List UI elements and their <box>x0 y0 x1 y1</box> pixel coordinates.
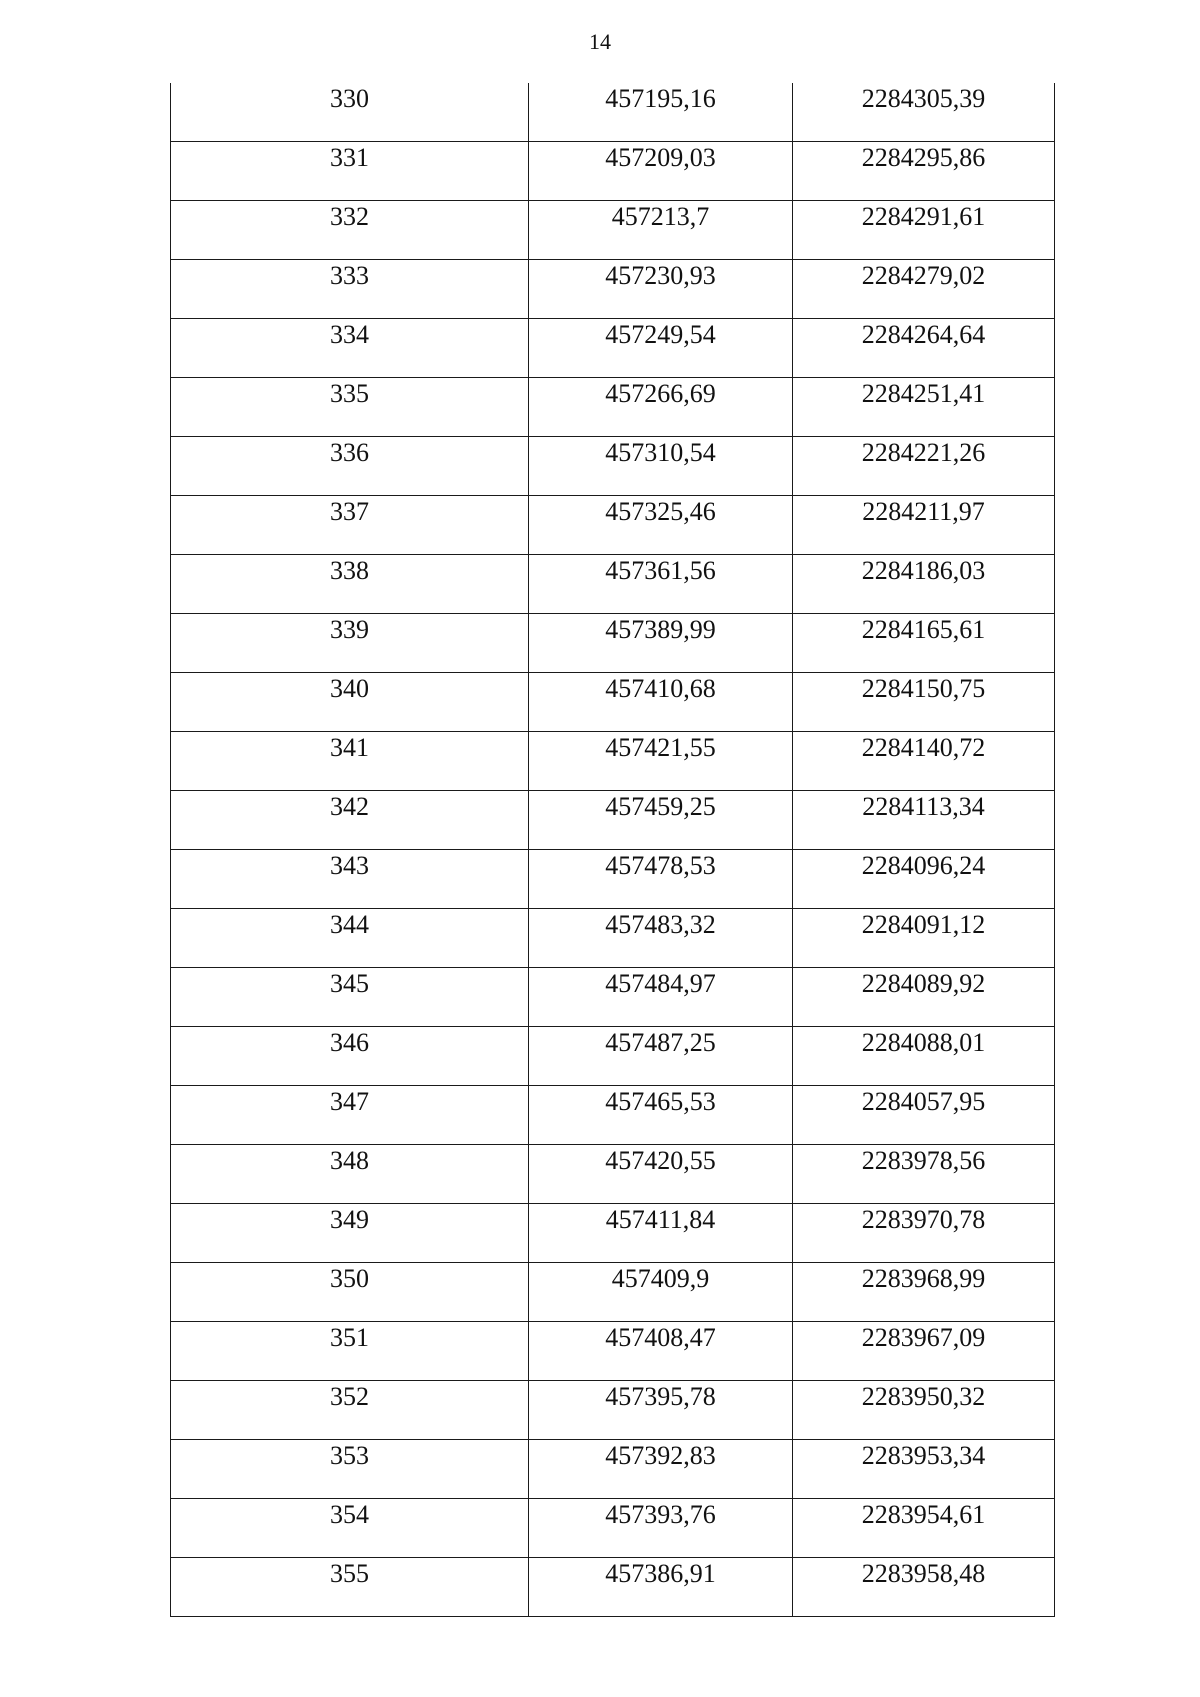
point-number-value: 347 <box>330 1087 369 1116</box>
y-coordinate-cell <box>793 83 1055 142</box>
point-number-cell <box>171 83 529 142</box>
y-coordinate-value: 2284279,02 <box>861 261 986 290</box>
y-coordinate-cell <box>793 1263 1055 1322</box>
point-number-cell <box>171 555 529 614</box>
x-coordinate-value: 457408,47 <box>605 1323 716 1352</box>
point-number-value: 338 <box>330 556 369 585</box>
x-coordinate-value: 457230,93 <box>605 261 716 290</box>
y-coordinate-value: 2283978,56 <box>861 1146 986 1175</box>
y-coordinate-value: 2284088,01 <box>861 1028 986 1057</box>
y-coordinate-value: 2284295,86 <box>861 143 986 172</box>
y-coordinate-cell <box>793 909 1055 968</box>
point-number-value: 349 <box>330 1205 369 1234</box>
y-coordinate-cell <box>793 1027 1055 1086</box>
point-number-cell <box>171 909 529 968</box>
y-coordinate-cell <box>793 1499 1055 1558</box>
point-number-cell <box>171 1145 529 1204</box>
y-coordinate-cell <box>793 1558 1055 1617</box>
x-coordinate-value: 457392,83 <box>605 1441 716 1470</box>
table-row <box>171 850 1055 909</box>
y-coordinate-cell <box>793 1322 1055 1381</box>
table-row <box>171 1263 1055 1322</box>
point-number-value: 353 <box>330 1441 369 1470</box>
x-coordinate-value: 457484,97 <box>605 969 716 998</box>
table-row <box>171 1086 1055 1145</box>
x-coordinate-value: 457409,9 <box>611 1264 710 1293</box>
point-number-cell <box>171 201 529 260</box>
y-coordinate-cell <box>793 791 1055 850</box>
point-number-value: 345 <box>330 969 369 998</box>
x-coordinate-cell <box>529 83 793 142</box>
point-number-cell <box>171 968 529 1027</box>
x-coordinate-cell <box>529 614 793 673</box>
table-row <box>171 968 1055 1027</box>
x-coordinate-cell <box>529 201 793 260</box>
y-coordinate-value: 2284221,26 <box>861 438 986 467</box>
y-coordinate-cell <box>793 555 1055 614</box>
y-coordinate-cell <box>793 732 1055 791</box>
x-coordinate-value: 457487,25 <box>605 1028 716 1057</box>
x-coordinate-value: 457421,55 <box>605 733 716 762</box>
x-coordinate-cell <box>529 909 793 968</box>
y-coordinate-cell <box>793 1145 1055 1204</box>
y-coordinate-value: 2284305,39 <box>861 84 986 113</box>
y-coordinate-value: 2283950,32 <box>861 1382 986 1411</box>
point-number-value: 352 <box>330 1382 369 1411</box>
point-number-cell <box>171 437 529 496</box>
x-coordinate-cell <box>529 1381 793 1440</box>
point-number-value: 351 <box>330 1323 369 1352</box>
point-number-value: 339 <box>330 615 369 644</box>
table-body <box>171 83 1055 1617</box>
y-coordinate-value: 2283968,99 <box>861 1264 986 1293</box>
x-coordinate-value: 457325,46 <box>605 497 716 526</box>
x-coordinate-value: 457213,7 <box>611 202 710 231</box>
y-coordinate-value: 2284140,72 <box>861 733 986 762</box>
x-coordinate-cell <box>529 1086 793 1145</box>
x-coordinate-cell <box>529 1263 793 1322</box>
point-number-cell <box>171 142 529 201</box>
x-coordinate-value: 457393,76 <box>605 1500 716 1529</box>
point-number-cell <box>171 1499 529 1558</box>
point-number-value: 332 <box>330 202 369 231</box>
x-coordinate-value: 457483,32 <box>605 910 716 939</box>
y-coordinate-cell <box>793 614 1055 673</box>
table-row <box>171 732 1055 791</box>
x-coordinate-cell <box>529 496 793 555</box>
table-row <box>171 437 1055 496</box>
y-coordinate-cell <box>793 850 1055 909</box>
point-number-value: 340 <box>330 674 369 703</box>
y-coordinate-value: 2284057,95 <box>861 1087 986 1116</box>
y-coordinate-value: 2283953,34 <box>861 1441 986 1470</box>
y-coordinate-value: 2284091,12 <box>861 910 986 939</box>
point-number-value: 355 <box>330 1559 369 1588</box>
x-coordinate-cell <box>529 1204 793 1263</box>
y-coordinate-cell <box>793 1440 1055 1499</box>
point-number-value: 337 <box>330 497 369 526</box>
table-row <box>171 319 1055 378</box>
point-number-cell <box>171 1027 529 1086</box>
y-coordinate-cell <box>793 1204 1055 1263</box>
point-number-value: 331 <box>330 143 369 172</box>
coordinates-table <box>170 83 1055 1617</box>
y-coordinate-value: 2284186,03 <box>861 556 986 585</box>
table-row <box>171 791 1055 850</box>
x-coordinate-value: 457410,68 <box>605 674 716 703</box>
point-number-cell <box>171 319 529 378</box>
table-row <box>171 1145 1055 1204</box>
table-row <box>171 1558 1055 1617</box>
x-coordinate-value: 457395,78 <box>605 1382 716 1411</box>
x-coordinate-cell <box>529 1322 793 1381</box>
table-row <box>171 201 1055 260</box>
table-row <box>171 1499 1055 1558</box>
y-coordinate-value: 2284150,75 <box>861 674 986 703</box>
x-coordinate-cell <box>529 968 793 1027</box>
y-coordinate-value: 2283954,61 <box>861 1500 986 1529</box>
point-number-cell <box>171 614 529 673</box>
point-number-cell <box>171 1440 529 1499</box>
y-coordinate-cell <box>793 673 1055 732</box>
x-coordinate-value: 457361,56 <box>605 556 716 585</box>
point-number-value: 341 <box>330 733 369 762</box>
point-number-value: 333 <box>330 261 369 290</box>
point-number-cell <box>171 260 529 319</box>
point-number-cell <box>171 378 529 437</box>
x-coordinate-value: 457459,25 <box>605 792 716 821</box>
y-coordinate-cell <box>793 1086 1055 1145</box>
y-coordinate-value: 2284089,92 <box>861 969 986 998</box>
table-row <box>171 1322 1055 1381</box>
x-coordinate-cell <box>529 142 793 201</box>
point-number-value: 335 <box>330 379 369 408</box>
x-coordinate-cell <box>529 673 793 732</box>
table-row <box>171 673 1055 732</box>
x-coordinate-value: 457195,16 <box>605 84 716 113</box>
table-row <box>171 1027 1055 1086</box>
x-coordinate-value: 457249,54 <box>605 320 716 349</box>
x-coordinate-cell <box>529 555 793 614</box>
y-coordinate-value: 2284113,34 <box>862 792 985 821</box>
x-coordinate-cell <box>529 260 793 319</box>
x-coordinate-cell <box>529 1440 793 1499</box>
table-row <box>171 1381 1055 1440</box>
x-coordinate-value: 457310,54 <box>605 438 716 467</box>
table-row <box>171 260 1055 319</box>
point-number-value: 346 <box>330 1028 369 1057</box>
x-coordinate-cell <box>529 378 793 437</box>
page-number: 14 <box>589 29 611 54</box>
point-number-cell <box>171 1086 529 1145</box>
table-row <box>171 614 1055 673</box>
x-coordinate-cell <box>529 1027 793 1086</box>
y-coordinate-value: 2284096,24 <box>861 851 986 880</box>
table-row <box>171 909 1055 968</box>
point-number-value: 342 <box>330 792 369 821</box>
x-coordinate-value: 457478,53 <box>605 851 716 880</box>
point-number-cell <box>171 850 529 909</box>
y-coordinate-cell <box>793 142 1055 201</box>
point-number-value: 343 <box>330 851 369 880</box>
point-number-value: 354 <box>330 1500 369 1529</box>
x-coordinate-cell <box>529 1499 793 1558</box>
point-number-cell <box>171 1204 529 1263</box>
y-coordinate-cell <box>793 1381 1055 1440</box>
y-coordinate-cell <box>793 260 1055 319</box>
table-row <box>171 378 1055 437</box>
point-number-cell <box>171 1558 529 1617</box>
point-number-value: 344 <box>330 910 369 939</box>
y-coordinate-value: 2284264,64 <box>861 320 986 349</box>
point-number-cell <box>171 1263 529 1322</box>
table-row <box>171 496 1055 555</box>
x-coordinate-value: 457266,69 <box>605 379 716 408</box>
x-coordinate-value: 457389,99 <box>605 615 716 644</box>
x-coordinate-cell <box>529 850 793 909</box>
point-number-value: 336 <box>330 438 369 467</box>
y-coordinate-cell <box>793 496 1055 555</box>
point-number-value: 334 <box>330 320 369 349</box>
y-coordinate-value: 2284291,61 <box>861 202 986 231</box>
x-coordinate-value: 457209,03 <box>605 143 716 172</box>
point-number-value: 348 <box>330 1146 369 1175</box>
point-number-cell <box>171 791 529 850</box>
table-row <box>171 142 1055 201</box>
point-number-cell <box>171 1381 529 1440</box>
y-coordinate-value: 2283967,09 <box>861 1323 986 1352</box>
x-coordinate-cell <box>529 1558 793 1617</box>
x-coordinate-value: 457420,55 <box>605 1146 716 1175</box>
x-coordinate-value: 457465,53 <box>605 1087 716 1116</box>
x-coordinate-cell <box>529 319 793 378</box>
x-coordinate-cell <box>529 791 793 850</box>
y-coordinate-cell <box>793 319 1055 378</box>
point-number-cell <box>171 732 529 791</box>
y-coordinate-cell <box>793 201 1055 260</box>
y-coordinate-value: 2284165,61 <box>861 615 986 644</box>
point-number-cell <box>171 496 529 555</box>
x-coordinate-cell <box>529 732 793 791</box>
y-coordinate-cell <box>793 968 1055 1027</box>
table-row <box>171 1440 1055 1499</box>
y-coordinate-value: 2284251,41 <box>861 379 986 408</box>
table-row <box>171 83 1055 142</box>
point-number-cell <box>171 673 529 732</box>
point-number-value: 330 <box>330 84 369 113</box>
table-row <box>171 1204 1055 1263</box>
y-coordinate-cell <box>793 378 1055 437</box>
table-row <box>171 555 1055 614</box>
y-coordinate-value: 2283970,78 <box>861 1205 986 1234</box>
y-coordinate-value: 2283958,48 <box>861 1559 986 1588</box>
y-coordinate-value: 2284211,97 <box>862 497 985 526</box>
x-coordinate-value: 457386,91 <box>605 1559 716 1588</box>
x-coordinate-cell <box>529 437 793 496</box>
y-coordinate-cell <box>793 437 1055 496</box>
point-number-cell <box>171 1322 529 1381</box>
x-coordinate-value: 457411,84 <box>605 1205 716 1234</box>
point-number-value: 350 <box>330 1264 369 1293</box>
x-coordinate-cell <box>529 1145 793 1204</box>
